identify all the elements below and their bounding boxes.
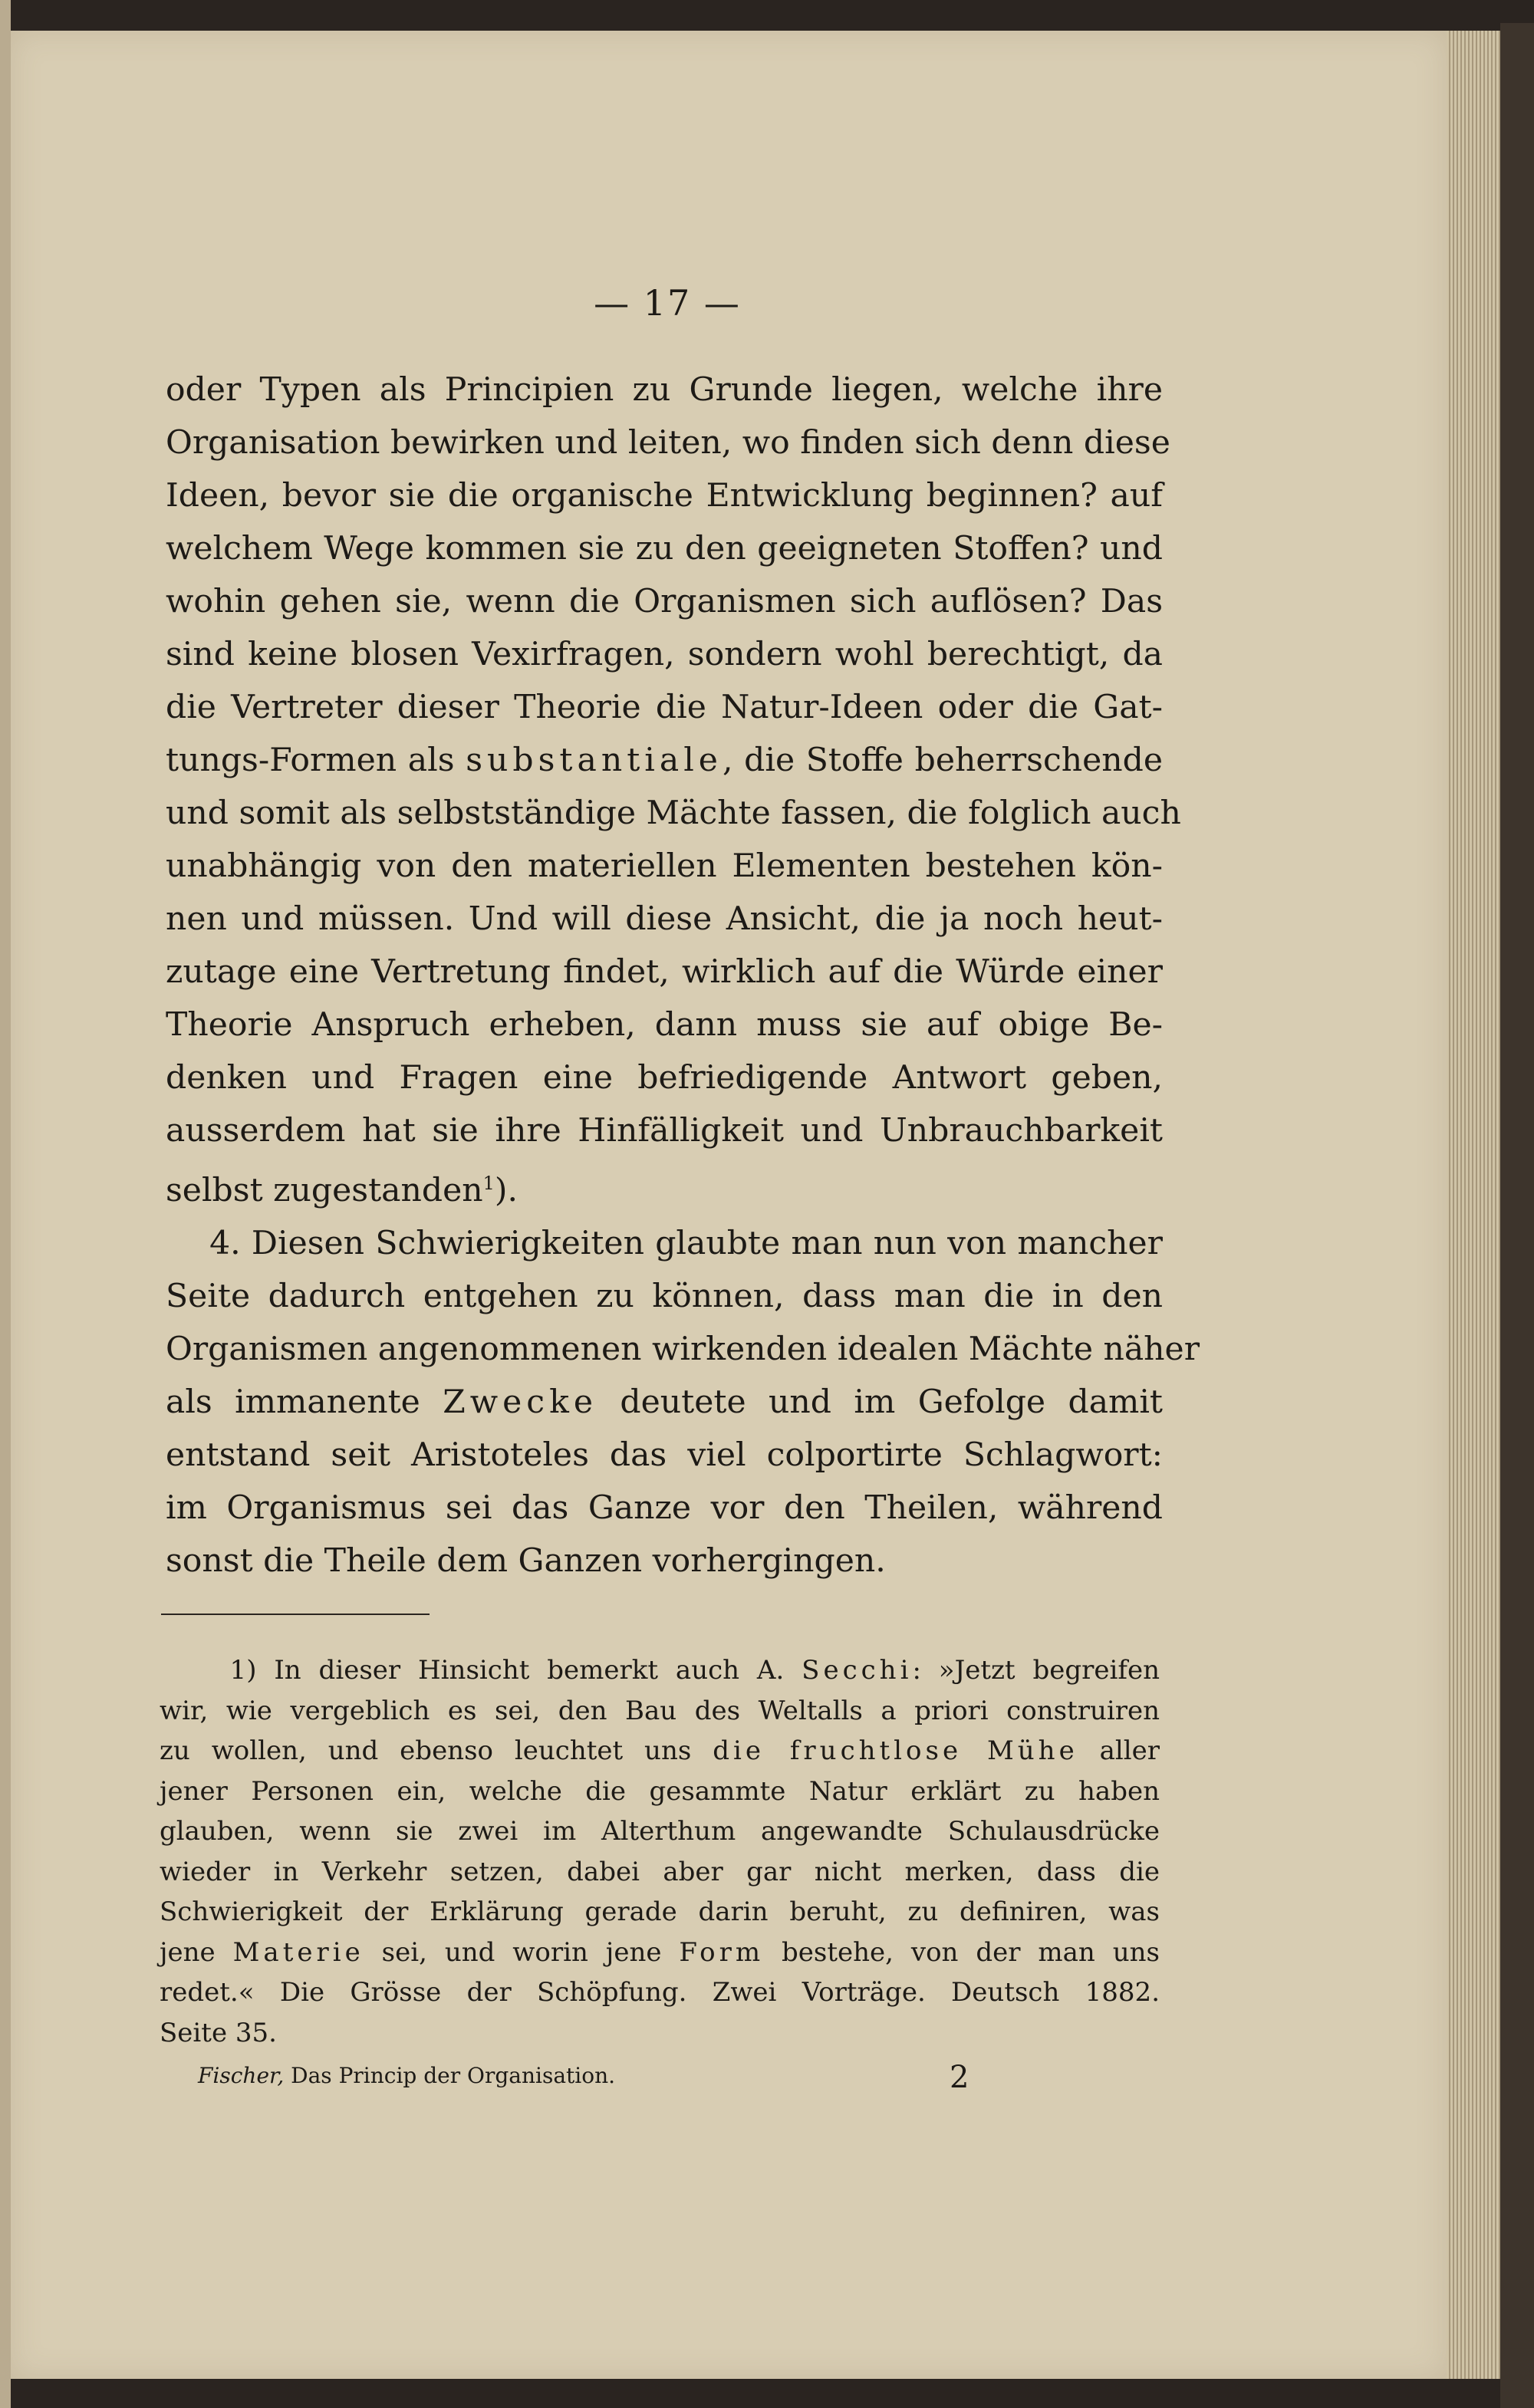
body-line: denken und Fragen eine befriedigende Antwort geben, [166, 1059, 1163, 1097]
footnote-line-text: 1) In dieser Hinsicht bemerkt auch A. [160, 1655, 802, 1686]
body-line [166, 1157, 1163, 1217]
body-line-text: ). [494, 1172, 518, 1210]
footnote [160, 1650, 1160, 2053]
emphasized-term: Materie [232, 1936, 364, 1968]
body-line [166, 734, 1163, 787]
body-line-text: selbst zugestanden [166, 1172, 483, 1210]
emphasized-term: Zwecke [443, 1383, 598, 1422]
footnote-line: redet.« Die Grösse der Schöpfung. Zwei Vorträge. Deutsch 1882. [160, 1977, 1160, 2008]
sheet-number: 2 [950, 2060, 969, 2095]
footnote-line: Schwierigkeit der Erklärung gerade darin beruht, zu definiren, was [160, 1896, 1160, 1927]
footnote-line: jener Personen ein, welche die gesammte Natur erklärt zu haben [160, 1775, 1160, 1807]
body-line-text: deutete und im Gefolge damit [597, 1383, 1163, 1422]
signature-author: Fischer, [198, 2063, 285, 2088]
body-text [166, 364, 1200, 1587]
footnote-line-text: bestehe, von der man uns [764, 1936, 1160, 1968]
signature-line [198, 2063, 980, 2088]
footnote-line [160, 1933, 1160, 1973]
body-line-text: als immanente [166, 1383, 443, 1422]
body-line: welchem Wege kommen sie zu den geeigneten Stoffen? und [166, 530, 1163, 567]
emphasized-term: Form [679, 1936, 765, 1968]
body-line: ausserdem hat sie ihre Hinfälligkeit und Unbrauchbarkeit [166, 1112, 1163, 1150]
page-number: — 17 — [594, 282, 741, 324]
footnote-line-text: sei, und worin jene [364, 1936, 680, 1968]
footnote-line: glauben, wenn sie zwei im Alterthum angewandte Schulausdrücke [160, 1816, 1160, 1847]
book-left-rim [0, 0, 11, 2408]
footnote-rule [161, 1614, 430, 1615]
body-line: und somit als selbstständige Mächte fassen, die folglich auch [166, 794, 1181, 832]
emphasized-term: die fruchtlose Mühe [713, 1735, 1078, 1766]
body-line: sonst die Theile dem Ganzen vorhergingen. [166, 1542, 886, 1581]
body-line: oder Typen als Principien zu Grunde liegen, welche ihre [166, 371, 1163, 409]
emphasized-term: substantiale [466, 742, 723, 779]
page-stack-edge [1447, 31, 1500, 2379]
body-line: Theorie Anspruch erheben, dann muss sie auf obige Be- [166, 1006, 1163, 1044]
body-line: die Vertreter dieser Theorie die Natur-Ideen oder die Gat- [166, 689, 1163, 726]
body-line: im Organismus sei das Ganze vor den Theilen, während [166, 1489, 1163, 1528]
body-line: 4. Diesen Schwierigkeiten glaubte man nun von mancher [166, 1225, 1163, 1263]
footnote-line [160, 1731, 1160, 1771]
body-line-text: tungs-Formen als [166, 742, 466, 779]
footnote-line [160, 1650, 1160, 1691]
body-line [166, 1376, 1163, 1429]
body-line: Organismen angenommenen wirkenden idealen Mächte näher [166, 1331, 1200, 1369]
emphasized-term: Secchi [802, 1655, 913, 1686]
body-line-text: , die Stoffe beherrschende [722, 742, 1163, 779]
footnote-line-text: zu wollen, und ebenso leuchtet uns [160, 1735, 713, 1766]
footnote-marker: 1 [482, 1173, 495, 1194]
body-line: Seite dadurch entgehen zu können, dass man die in den [166, 1278, 1163, 1316]
signature-title: Das Princip der Organisation. [284, 2063, 616, 2088]
body-line: Organisation bewirken und leiten, wo finden sich denn diese [166, 424, 1170, 462]
body-line: sind keine blosen Vexirfragen, sondern wohl berechtigt, da [166, 636, 1163, 673]
footnote-line-text: jene [160, 1936, 233, 1968]
footnote-line-text: aller [1078, 1735, 1160, 1766]
body-line: entstand seit Aristoteles das viel colportirte Schlagwort: [166, 1436, 1163, 1475]
body-line: wohin gehen sie, wenn die Organismen sich auflösen? Das [166, 583, 1163, 620]
footnote-line-text: : »Jetzt begreifen [912, 1655, 1160, 1686]
book-cover-edge [1500, 23, 1534, 2408]
body-line: zutage eine Vertretung findet, wirklich auf die Würde einer [166, 953, 1163, 991]
body-line: Ideen, bevor sie die organische Entwicklung beginnen? auf [166, 477, 1163, 515]
body-line: nen und müssen. Und will diese Ansicht, die ja noch heut- [166, 900, 1163, 938]
footnote-line: wir, wie vergeblich es sei, den Bau des Weltalls a priori construiren [160, 1695, 1160, 1726]
footnote-line: Seite 35. [160, 2017, 277, 2048]
body-line: unabhängig von den materiellen Elementen bestehen kön- [166, 847, 1163, 885]
footnote-line: wieder in Verkehr setzen, dabei aber gar nicht merken, dass die [160, 1856, 1160, 1887]
